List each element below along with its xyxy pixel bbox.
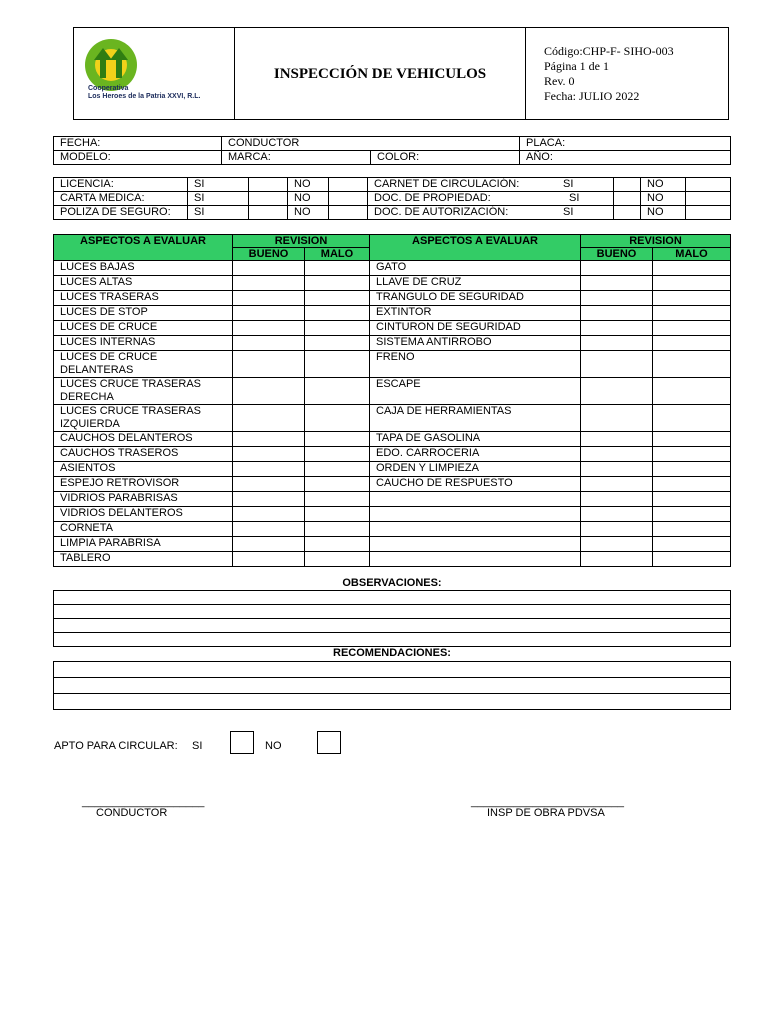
aspect-right (370, 492, 581, 507)
aspect-right (370, 507, 581, 522)
document-header (73, 27, 729, 120)
bueno-right-cell[interactable] (581, 432, 653, 447)
logo-text-line2: Los Heroes de la Patria XXVI, R.L. (88, 93, 201, 100)
aspect-left: LUCES ALTAS (54, 276, 233, 291)
header-bueno-left: BUENO (233, 248, 305, 261)
malo-right-cell[interactable] (653, 405, 731, 432)
aspect-left: TABLERO (54, 552, 233, 567)
malo-right-cell[interactable] (653, 351, 731, 378)
recomendacion-line[interactable] (54, 694, 731, 710)
aspect-left: CORNETA (54, 522, 233, 537)
doc-si-box[interactable] (614, 178, 641, 192)
aspect-right: ORDEN Y LIMPIEZA (370, 462, 581, 477)
bueno-left-cell[interactable] (233, 462, 305, 477)
conductor-signature-line[interactable]: ____________________ (82, 796, 205, 808)
bueno-left-cell[interactable] (233, 477, 305, 492)
doc-no-label: NO (641, 178, 686, 192)
fecha-label[interactable]: FECHA: (54, 137, 222, 151)
bueno-right-cell[interactable] (581, 378, 653, 405)
bueno-right-cell[interactable] (581, 306, 653, 321)
malo-left-cell[interactable] (305, 321, 370, 336)
bueno-right-cell[interactable] (581, 321, 653, 336)
conductor-label[interactable]: CONDUCTOR (222, 137, 520, 151)
aspect-left: LUCES TRASERAS (54, 291, 233, 306)
malo-left-cell[interactable] (305, 306, 370, 321)
inspector-signature-label: INSP DE OBRA PDVSA (487, 807, 605, 819)
evaluation-row (54, 492, 731, 507)
malo-right-cell[interactable] (653, 336, 731, 351)
doc-si-box[interactable] (249, 206, 288, 220)
doc-si-label: SI (557, 206, 614, 220)
evaluation-row (54, 462, 731, 477)
malo-right-cell[interactable] (653, 306, 731, 321)
bueno-right-cell[interactable] (581, 537, 653, 552)
bueno-left-cell[interactable] (233, 405, 305, 432)
doc-no-label: NO (288, 178, 329, 192)
doc-right-label: DOC. DE PROPIEDAD: (368, 192, 558, 206)
malo-right-cell[interactable] (653, 432, 731, 447)
header-malo-left: MALO (305, 248, 370, 261)
doc-left-label: CARTA MEDICA: (54, 192, 188, 206)
malo-right-cell[interactable] (653, 321, 731, 336)
malo-left-cell[interactable] (305, 492, 370, 507)
aspect-right: TAPA DE GASOLINA (370, 432, 581, 447)
malo-left-cell[interactable] (305, 522, 370, 537)
aspect-right: SISTEMA ANTIRROBO (370, 336, 581, 351)
bueno-left-cell[interactable] (233, 351, 305, 378)
doc-no-box[interactable] (329, 206, 368, 220)
recomendaciones-lines[interactable] (53, 661, 731, 710)
aspect-right: TRANGULO DE SEGURIDAD (370, 291, 581, 306)
ano-label[interactable]: AÑO: (520, 151, 731, 165)
bueno-right-cell[interactable] (581, 462, 653, 477)
observaciones-title: OBSERVACIONES: (342, 577, 442, 589)
doc-si-box[interactable] (249, 178, 288, 192)
aspect-left: CAUCHOS TRASEROS (54, 447, 233, 462)
doc-no-box[interactable] (686, 192, 731, 206)
aspect-left: ASIENTOS (54, 462, 233, 477)
evaluation-row (54, 336, 731, 351)
aspect-left: LUCES DE CRUCE DELANTERAS (54, 351, 233, 378)
doc-no-box[interactable] (329, 192, 368, 206)
evaluation-row (54, 276, 731, 291)
bueno-right-cell[interactable] (581, 507, 653, 522)
aspect-right: FRENO (370, 351, 581, 378)
doc-si-box[interactable] (614, 192, 641, 206)
observacion-line[interactable] (54, 633, 731, 647)
bueno-left-cell[interactable] (233, 261, 305, 276)
header-revision-left: REVISION (233, 235, 370, 248)
logo-text (88, 85, 200, 101)
recomendacion-line[interactable] (54, 662, 731, 678)
bueno-left-cell[interactable] (233, 378, 305, 405)
doc-no-label: NO (288, 192, 329, 206)
bueno-right-cell[interactable] (581, 336, 653, 351)
color-label[interactable]: COLOR: (371, 151, 520, 165)
aspect-right (370, 552, 581, 567)
evaluation-row (54, 261, 731, 276)
modelo-label[interactable]: MODELO: (54, 151, 222, 165)
doc-si-box[interactable] (249, 192, 288, 206)
doc-si-label: SI (557, 192, 614, 206)
doc-si-label: SI (188, 192, 249, 206)
vehicle-info-table (53, 136, 731, 165)
header-aspectos-right: ASPECTOS A EVALUAR (370, 235, 581, 261)
bueno-right-cell[interactable] (581, 447, 653, 462)
malo-right-cell[interactable] (653, 462, 731, 477)
evaluation-row (54, 477, 731, 492)
doc-no-label: NO (641, 192, 686, 206)
aspect-left: ESPEJO RETROVISOR (54, 477, 233, 492)
observacion-line[interactable] (54, 591, 731, 605)
evaluation-table (53, 234, 731, 567)
bueno-right-cell[interactable] (581, 261, 653, 276)
evaluation-row (54, 537, 731, 552)
doc-right-label: DOC. DE AUTORIZACIÓN: (368, 206, 558, 220)
logo-text-line1: Cooperativa (88, 85, 129, 92)
bueno-right-cell[interactable] (581, 522, 653, 537)
malo-right-cell[interactable] (653, 507, 731, 522)
logo-cell (74, 28, 235, 120)
header-aspectos-left: ASPECTOS A EVALUAR (54, 235, 233, 261)
recomendacion-line[interactable] (54, 678, 731, 694)
malo-left-cell[interactable] (305, 261, 370, 276)
bueno-left-cell[interactable] (233, 492, 305, 507)
doc-si-label: SI (188, 178, 249, 192)
aspect-left: LUCES DE STOP (54, 306, 233, 321)
bueno-right-cell[interactable] (581, 552, 653, 567)
malo-left-cell[interactable] (305, 552, 370, 567)
evaluation-row (54, 447, 731, 462)
header-bueno-right: BUENO (581, 248, 653, 261)
evaluation-row (54, 507, 731, 522)
malo-left-cell[interactable] (305, 537, 370, 552)
malo-right-cell[interactable] (653, 276, 731, 291)
bueno-left-cell[interactable] (233, 552, 305, 567)
evaluation-row (54, 321, 731, 336)
aspect-left: LIMPIA PARABRISA (54, 537, 233, 552)
malo-left-cell[interactable] (305, 336, 370, 351)
bueno-left-cell[interactable] (233, 321, 305, 336)
bueno-right-cell[interactable] (581, 477, 653, 492)
aspect-left: VIDRIOS PARABRISAS (54, 492, 233, 507)
observacion-line[interactable] (54, 619, 731, 633)
documents-table (53, 177, 731, 220)
document-date: Fecha: JULIO 2022 (544, 88, 640, 103)
bueno-left-cell[interactable] (233, 306, 305, 321)
doc-left-label: LICENCIA: (54, 178, 188, 192)
aspect-right (370, 522, 581, 537)
malo-right-cell[interactable] (653, 291, 731, 306)
malo-left-cell[interactable] (305, 477, 370, 492)
evaluation-row (54, 432, 731, 447)
malo-left-cell[interactable] (305, 507, 370, 522)
conductor-signature-label: CONDUCTOR (96, 807, 168, 819)
apto-no-checkbox[interactable] (317, 731, 341, 754)
bueno-right-cell[interactable] (581, 351, 653, 378)
doc-si-box[interactable] (614, 206, 641, 220)
evaluation-row (54, 552, 731, 567)
malo-right-cell[interactable] (653, 261, 731, 276)
aspect-right: EDO. CARROCERIA (370, 447, 581, 462)
aspect-left: LUCES CRUCE TRASERAS DERECHA (54, 378, 233, 405)
observaciones-lines[interactable] (53, 590, 731, 647)
doc-left-label: POLIZA DE SEGURO: (54, 206, 188, 220)
evaluation-row (54, 351, 731, 378)
aspect-right: ESCAPE (370, 378, 581, 405)
malo-right-cell[interactable] (653, 378, 731, 405)
malo-left-cell[interactable] (305, 432, 370, 447)
malo-right-cell[interactable] (653, 522, 731, 537)
malo-right-cell[interactable] (653, 447, 731, 462)
evaluation-row (54, 291, 731, 306)
malo-left-cell[interactable] (305, 462, 370, 477)
aspect-right: CAJA DE HERRAMIENTAS (370, 405, 581, 432)
recomendaciones-title: RECOMENDACIONES: (333, 647, 451, 659)
malo-left-cell[interactable] (305, 351, 370, 378)
document-page: Página 1 de 1 (544, 58, 609, 73)
bueno-left-cell[interactable] (233, 537, 305, 552)
evaluation-row (54, 405, 731, 432)
bueno-left-cell[interactable] (233, 276, 305, 291)
aspect-right: CAUCHO DE RESPUESTO (370, 477, 581, 492)
aspect-right: GATO (370, 261, 581, 276)
header-malo-right: MALO (653, 248, 731, 261)
apto-si-label: SI (192, 740, 203, 752)
bueno-left-cell[interactable] (233, 291, 305, 306)
malo-left-cell[interactable] (305, 447, 370, 462)
doc-no-box[interactable] (329, 178, 368, 192)
malo-left-cell[interactable] (305, 276, 370, 291)
aspect-right: LLAVE DE CRUZ (370, 276, 581, 291)
aspect-left: LUCES DE CRUCE (54, 321, 233, 336)
doc-right-label: CARNET DE CIRCULACIÓN: (368, 178, 558, 192)
bueno-right-cell[interactable] (581, 405, 653, 432)
bueno-left-cell[interactable] (233, 336, 305, 351)
marca-label[interactable]: MARCA: (222, 151, 371, 165)
bueno-left-cell[interactable] (233, 447, 305, 462)
malo-right-cell[interactable] (653, 537, 731, 552)
doc-no-box[interactable] (686, 178, 731, 192)
inspector-signature-line[interactable]: _________________________ (471, 796, 624, 808)
document-code: Código:CHP-F- SIHO-003 (544, 43, 674, 58)
doc-si-label: SI (557, 178, 614, 192)
aspect-right (370, 537, 581, 552)
aspect-right: CINTURON DE SEGURIDAD (370, 321, 581, 336)
evaluation-row (54, 306, 731, 321)
aspect-left: VIDRIOS DELANTEROS (54, 507, 233, 522)
document-revision: Rev. 0 (544, 73, 575, 88)
doc-no-label: NO (641, 206, 686, 220)
aspect-left: CAUCHOS DELANTEROS (54, 432, 233, 447)
malo-right-cell[interactable] (653, 477, 731, 492)
apto-label: APTO PARA CIRCULAR: (54, 740, 178, 752)
document-code-block (526, 28, 729, 120)
doc-no-label: NO (288, 206, 329, 220)
header-revision-right: REVISION (581, 235, 731, 248)
aspect-left: LUCES BAJAS (54, 261, 233, 276)
malo-left-cell[interactable] (305, 405, 370, 432)
bueno-right-cell[interactable] (581, 276, 653, 291)
apto-no-label: NO (265, 740, 282, 752)
aspect-right: EXTINTOR (370, 306, 581, 321)
malo-right-cell[interactable] (653, 492, 731, 507)
bueno-left-cell[interactable] (233, 432, 305, 447)
doc-si-label: SI (188, 206, 249, 220)
bueno-right-cell[interactable] (581, 291, 653, 306)
bueno-right-cell[interactable] (581, 492, 653, 507)
malo-right-cell[interactable] (653, 552, 731, 567)
malo-left-cell[interactable] (305, 291, 370, 306)
observacion-line[interactable] (54, 605, 731, 619)
aspect-left: LUCES CRUCE TRASERAS IZQUIERDA (54, 405, 233, 432)
placa-label[interactable]: PLACA: (520, 137, 731, 151)
document-title: INSPECCIÓN DE VEHICULOS (235, 28, 526, 120)
apto-si-checkbox[interactable] (230, 731, 254, 754)
evaluation-row (54, 522, 731, 537)
doc-no-box[interactable] (686, 206, 731, 220)
bueno-left-cell[interactable] (233, 507, 305, 522)
malo-left-cell[interactable] (305, 378, 370, 405)
aspect-left: LUCES INTERNAS (54, 336, 233, 351)
bueno-left-cell[interactable] (233, 522, 305, 537)
evaluation-row (54, 378, 731, 405)
